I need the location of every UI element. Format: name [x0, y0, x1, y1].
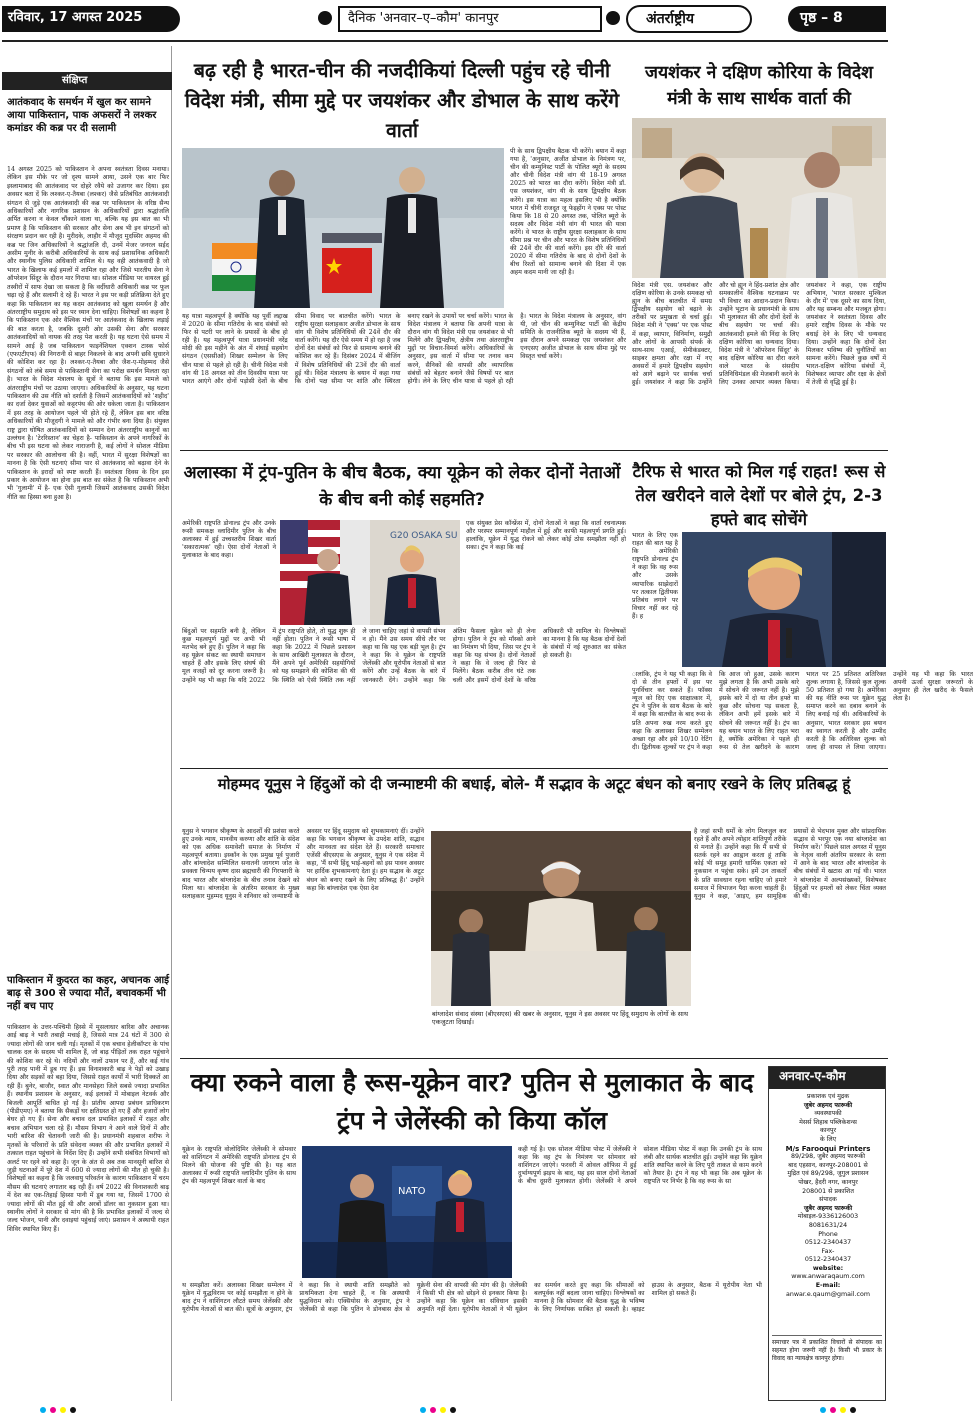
registration-mark — [420, 1407, 426, 1413]
masthead-paper: दैनिक 'अनवार–ए–कौम' कानपुर — [348, 11, 499, 26]
article2-headline: जयशंकर ने दक्षिण कोरिया के विदेश मंत्री के साथ सार्थक वार्ता की — [644, 63, 874, 109]
imprint-line: website: — [812, 1264, 844, 1272]
masthead-paper-band — [338, 6, 602, 32]
registration-mark — [440, 1407, 446, 1413]
imprint-line: के लिए — [819, 1135, 837, 1143]
sidebar-story2-headline: पाकिस्तान में कुदरत का कहर, अचानक आई बाढ़ से 300 से ज्यादा मौतें, बचावकर्मी भी नहीं बच पाए — [7, 975, 170, 1012]
imprint-line: 89/298, जुबैर अहमद फारूकी — [790, 1153, 866, 1161]
imprint-line: बाद एहसान, कानपुर-208001 से — [788, 1161, 868, 1169]
jaishankar-wangyi-photo — [182, 148, 504, 308]
masthead-section: अंतर्राष्ट्रीय — [646, 11, 694, 27]
imprint-line: व्यवस्थापकी — [814, 1110, 842, 1118]
masthead-section-band — [626, 5, 752, 33]
registration-mark — [40, 1407, 46, 1413]
imprint-line: Fax- — [821, 1247, 835, 1255]
masthead-page-band — [788, 6, 886, 32]
article2-photo — [632, 118, 886, 278]
imprint-box — [768, 1066, 886, 1401]
article6-headline: क्या रुकने वाला है रूस-यूक्रेन वार? पुतिन से मुलाकात के बाद ट्रंप ने जेलेंस्की को किया कॉल — [190, 1068, 754, 1135]
imprint-line: E-mail: — [815, 1282, 841, 1290]
article6-photo-caption: NATO — [398, 1186, 426, 1197]
article4-body-cols: ालांकि, ट्रंप ने यह भी कहा कि वे दो से तीन हफ्तों में इस पर पुनर्विचार कर सकते हैं। फॉक्स न्यूज को दिए एक साक्षात्कार में, ट्रंप ने पुतिन के साथ बैठक के बारे में कहा कि बातचीत के बाद रूस के प्रति अपना रुख नरम करते हुए कहा कि अलास्का शिखर सम्मेलन अच्छा रहा और इसे 10/10 रेटिंग दी। द्वितीयक शुल्कों पर ट्रंप ने कहा कि आज जो हुआ, उसके कारण मुझे लगता है कि अभी उसके बारे में सोचने की जरूरत नहीं है। मुझे इसके बारे में दो या तीन हफ्ते या कुछ और सोचना पड़ सकता है, लेकिन अभी हमें इसके बारे में सोचने की जरूरत नहीं है। ट्रंप का यह बयान भारत के लिए राहत भरा है, क्योंकि अमेरिका ने पहले ही रूस से तेल खरीदने के कारण भारत पर 25 प्रतिशत अतिरिक्त शुल्क लगाया है, जिससे कुल शुल्क 50 प्रतिशत हो गया है। अमेरिका की यह नीति रूस पर यूक्रेन युद्ध समाप्त करने का दबाव बनाने के लिए बनाई गई थी। अधिकारियों के अनुसार, भारत सरकार इस बयान का स्वागत करती है और उम्मीद करती है कि अतिरिक्त शुल्क को जल्द ही वापस ले लिया जाएगा। उन्होंने यह भी कहा कि भारत अपनी ऊर्जा सुरक्षा जरूरतों के अनुसार ही तेल खरीद के फैसले लेता है। — [632, 671, 973, 751]
article2-body: विदेश मंत्री एस. जयशंकर और दक्षिण कोरिया के उनके समकक्ष चो ह्यून के बीच बातचीत में समग्र द्विपक्षीय सहयोग को बढ़ाने के तरीकों पर प्रमुखता से चर्चा हुई। विदेश मंत्री ने 'एक्स' पर एक पोस्ट में कहा, व्यापार, विनिर्माण, समुद्री और लोगों के आपसी संपर्क के साथ-साथ एआई, सेमीकंडक्टर, साइबर क्षमता और रक्षा में नए अवसरों में हमारे द्विपक्षीय सहयोग को आगे बढ़ाने पर सार्थक चर्चा हुई। जयशंकर ने कहा कि उन्होंने और चो ह्यून ने हिंद-प्रशांत क्षेत्र और समकालीन वैश्विक घटनाक्रम पर भी विचार का आदान-प्रदान किया। उन्होंने भूटान के प्रधानमंत्री के साथ भी मुलाकात की और दोनों देशों के बीच सहयोग पर चर्चा की। आतंकवादी हमले की निंदा के लिए दक्षिण कोरिया का धन्यवाद दिया। विदेश मंत्री ने 'ऑपरेशन सिंदूर' के बाद दक्षिण कोरिया का दौरा करने वाले भारत के संसदीय प्रतिनिधिमंडल की मेजबानी करने के लिए उनका आभार व्यक्त किया। जयशंकर ने कहा, एक राष्ट्रीय अभियान, 'भारत सरकार मुश्किल के दौर में' एक दूसरे का साथ दिया, और यह सम्बन्ध और मजबूत होगा। जयशंकर ने स्वतंत्रता दिवस और हमारे राष्ट्रीय दिवस के मौके पर बधाई देने के लिए भी धन्यवाद दिया। उन्होंने कहा कि दोनों देश मिलकर भविष्य की चुनौतियों का सामना करेंगे। पिछले कुछ वर्षों में भारत-दक्षिण कोरिया संबंधों में, विशेषकर व्यापार और रक्षा के क्षेत्रों में तेजी से वृद्धि हुई है। — [632, 282, 886, 387]
article6-body-side: कही गई है। एक सोशल मीडिया पोस्ट में जेलेंस्की ने कहा कि वह ट्रंप के निमंत्रण पर सोमवार को वाशिंगटन जाएंगे। फरवरी में ओवल ऑफिस में हुई दुर्भाग्यपूर्ण झड़प के बाद, यह इस साल दोनों नेताओं के बीच दूसरी मुलाकात होगी। जेलेंस्की ने अपने सोशल मीडिया पोस्ट में कहा कि उनकी ट्रंप के साथ लंबी और सार्थक बातचीत हुई। उन्होंने कहा कि यूक्रेन शांति स्थापित करने के लिए पूरी ताकत से काम करने को तैयार है। ट्रंप ने यह भी कहा कि अब यूक्रेन के राष्ट्रपति पर निर्भर है कि वह रूस के सा — [518, 1146, 762, 1186]
article3-body-lead: अमेरिकी राष्ट्रपति डोनाल्ड ट्रंप और उनके रूसी समकक्ष व्लादिमीर पुतिन के बीच अलास्का में हुई उच्चस्तरीय शिखर वार्ता 'सकारात्मक' रही। ऐसा दोनों नेताओं ने मुलाकात के बाद कहा। — [182, 520, 276, 560]
sidebar-story1-body: 14 अगस्त 2025 को पाकिस्तान ने अपना स्वतंत्रता दिवस मनाया। लेकिन इस मौके पर जो दृश्य सामने आया, उसने एक बार फिर इस्लामाबाद की आतंकवाद पर दोहरे रवैये को उजागर कर दिया। इस अवसर बता दें कि लश्कर-ए-तैयबा (लश्कर) जैसे प्रतिबंधित आतंकवादी संगठन से जुड़े एक आतंकवादी की कब्र पर पाकिस्तान के वरिष्ठ सैन्य अधिकारियों और नागरिक प्रशासन के अधिकारियों द्वारा श्रद्धांजलि अर्पित करना न केवल चौंकाने वाला था, बल्कि यह इस बात का भी प्रमाण है कि पाकिस्तान की सरकार और सेना अब भी इन संगठनों को संरक्षण प्रदान कर रही है। मुरीदके, लाहौर में मौजूद मुदस्सिर अहमद की कब्र पर जिन अधिकारियों ने श्रद्धांजलि दी, उनमें मेजर जनरल सईद असीम मुनीर के करीबी अधिकारियों के साथ कई प्रशासनिक अधिकारी और स्थानीय पुलिस अधिकारी शामिल थे। यह वही आतंकवादी है जो भारत के खिलाफ कई हमलों में शामिल रहा और जिसे भारतीय सेना ने ऑपरेशन सिंदूर के दौरान मार गिराया था। सोशल मीडिया पर वायरल हुई तस्वीरों में साफ देखा जा सकता है कि वर्दीधारी अधिकारी कब्र पर फूल चढ़ा रहे हैं और सलामी दे रहे हैं। भारत ने इस पर कड़ी प्रतिक्रिया देते हुए कहा कि पाकिस्तान का यह कदम आतंकवाद को खुला समर्थन है और अंतरराष्ट्रीय समुदाय को इस पर ध्यान देना चाहिए। विशेषज्ञों का कहना है कि पाकिस्तान एक ओर वैश्विक मंचों पर आतंकवाद के खिलाफ लड़ाई की बात करता है, जबकि दूसरी ओर उसकी सेना और सरकार आतंकवादियों को नायक की तरह पेश करती है। यह घटना ऐसे समय में सामने आई है जब पाकिस्तान फाइनेंशियल एक्शन टास्क फोर्स (एफएटीएफ) की निगरानी से बाहर निकलने के बाद अपनी छवि सुधारने की कोशिश कर रहा है। लश्कर-ए-तैयबा और जैश-ए-मोहम्मद जैसे संगठनों को लंबे समय से पाकिस्तानी सेना का परोक्ष समर्थन मिलता रहा है। भारत के विदेश मंत्रालय के सूत्रों ने बताया कि इस मामले को अंतरराष्ट्रीय मंचों पर उठाया जाएगा। अधिकारियों के अनुसार, यह घटना पाकिस्तान की उस नीति को दर्शाती है जिसमें आतंकवादियों को 'शहीद' का दर्जा देकर युवाओं को कट्टरपंथ की ओर धकेला जाता है। पाकिस्तान में इस तरह के आयोजन पहले भी होते रहे हैं, लेकिन इस बार वरिष्ठ अधिकारियों की मौजूदगी ने मामले को और गंभीर बना दिया है। संयुक्त राष्ट्र द्वारा घोषित आतंकवादियों को सम्मान देना अंतरराष्ट्रीय कानूनों का उल्लंघन है। 'टेररिस्तान' का चेहरा है- पाकिस्तान के अपने नागरिकों के बीच भी इस घटना को लेकर नाराजगी है, कई लोगों ने सोशल मीडिया पर सरकार की आलोचना की है। वहीं, भारत में सुरक्षा विशेषज्ञों का मानना है कि ऐसी घटनाएं सीमा पार से आतंकवाद को बढ़ावा देने के पाकिस्तान के इरादों को स्पष्ट करती हैं। स्वतंत्रता दिवस के दिन इस प्रकार के आयोजन का होना इस बात का संकेत है कि पाकिस्तान अभी भी 'गुलामी' में है- एक ऐसी गुलामी जिसमें आतंकवाद उसकी विदेश नीति का हिस्सा बना हुआ है। — [7, 166, 169, 501]
imprint-line: मोबाइल-9336126003 — [797, 1213, 859, 1221]
divider — [180, 450, 888, 451]
registration-mark — [50, 1407, 56, 1413]
imprint-title: अनवार-ए-कौम — [779, 1069, 846, 1083]
bullet-icon — [318, 11, 332, 25]
registration-mark — [70, 1407, 76, 1413]
imprint-line: पोखर, हैदरी नगर, कानपुर — [798, 1178, 858, 1186]
masthead-date-band — [2, 6, 180, 32]
registration-mark — [830, 1407, 836, 1413]
bullet-icon — [606, 11, 620, 25]
article5-photo-caption: बांग्लादेश संवाद संस्था (बीएसएस) की खबर के अनुसार, यूनुस ने इस अवसर पर हिंदू समुदाय के लोगों के साथ एकजुटता दिखाई। — [430, 1008, 690, 1048]
article6-body — [182, 1146, 762, 1401]
imprint-line: Phone — [818, 1230, 838, 1238]
article1-body: यह यात्रा महत्वपूर्ण है क्योंकि यह पूर्वी लद्दाख में 2020 के सीमा गतिरोध के बाद संबंधों को फिर से पटरी पर लाने के प्रयासों के बीच हो रही है। यह महत्वपूर्ण यात्रा प्रधानमंत्री नरेंद्र मोदी की इस महीने के अंत में शंघाई सहयोग संगठन (एससीओ) शिखर सम्मेलन के लिए चीन यात्रा से पहले हो रही है। चीनी विदेश मंत्री वांग यी 18 अगस्त को तीन दिवसीय यात्रा पर भारत आएंगे और दोनों पड़ोसी देशों के बीच सीमा विवाद पर बातचीत करेंगे। भारत के राष्ट्रीय सुरक्षा सलाहकार अजीत डोभाल के साथ वांग यी विशेष प्रतिनिधियों की 24वें दौर की वार्ता करेंगे। यह दौर ऐसे समय में हो रहा है जब दोनों देश संबंधों को फिर से सामान्य बनाने की कोशिश कर रहे हैं। दिसंबर 2024 में बीजिंग में विशेष प्रतिनिधियों की 23वें दौर की वार्ता हुई थी। विदेश मंत्रालय के बयान में कहा गया कि दोनों पक्ष सीमा पर शांति और स्थिरता बनाए रखने के उपायों पर चर्चा करेंगे। भारत के विदेश मंत्रालय ने बताया कि अपनी यात्रा के दौरान वांग यी विदेश मंत्री एस जयशंकर से भी मिलेंगे और द्विपक्षीय, क्षेत्रीय तथा अंतरराष्ट्रीय मुद्दों पर विचार-विमर्श करेंगे। अधिकारियों के अनुसार, इस वार्ता में सीमा पर तनाव कम करने, सैनिकों की वापसी और व्यापारिक संबंधों को बेहतर बनाने जैसे विषयों पर बात होगी। लेने के लिए चीन यात्रा से पहले हो रही है। भारत के विदेश मंत्रालय के अनुसार, वांग यी, जो चीन की कम्युनिस्ट पार्टी की केंद्रीय समिति के राजनीतिक ब्यूरो के सदस्य भी हैं, इस दौरान अपने समकक्ष एस जयशंकर और एनएसए अजीत डोभाल के साथ सीमा मुद्दे पर विस्तृत चर्चा करेंगे। — [182, 313, 626, 385]
sidebar-tag-label: संक्षिप्त — [62, 75, 88, 86]
registration-mark — [60, 1407, 66, 1413]
imprint-line: www.anwaraqaum.com — [791, 1273, 865, 1281]
article6-body-cols: थ समझौता करें। अलास्का शिखर सम्मेलन में यूक्रेन में युद्धविराम पर कोई समझौता न होने के बाद ट्रंप ने वाशिंगटन लौटते समय जेलेंस्की और यूरोपीय नेताओं से बात की। सूत्रों के अनुसार, ट्रंप ने कहा कि वे स्थायी शांति समझौते को प्राथमिकता देना चाहते हैं, न कि अस्थायी युद्धविराम को। एक्सियोस के अनुसार, ट्रंप ने जेलेंस्की से कहा कि पुतिन ने डोनबास क्षेत्र से यूक्रेनी सेना की वापसी की मांग की है। जेलेंस्की ने किसी भी क्षेत्र को छोड़ने से इनकार किया है। उन्होंने कहा कि यूक्रेन का संविधान इसकी अनुमति नहीं देता। यूरोपीय नेताओं ने भी यूक्रेन का समर्थन करते हुए कहा कि सीमाओं को बलपूर्वक नहीं बदला जाना चाहिए। विश्लेषकों का मानना है कि सोमवार की बैठक युद्ध के भविष्य के लिए निर्णायक साबित हो सकती है। व्हाइट हाउस के अनुसार, बैठक में यूरोपीय नेता भी शामिल हो सकते हैं। — [182, 1282, 762, 1314]
sidebar-story1-headline: आतंकवाद के समर्थन में खुल कर सामने आया पाकिस्तान, पाक अफसरों ने लश्कर कमांडर की कब्र पर दी सलामी — [7, 97, 157, 134]
registration-mark — [430, 1407, 436, 1413]
article1-body-right: पी के साथ द्विपक्षीय बैठक भी करेंगे। बयान में कहा गया है, 'अनुसार, अजीत डोभाल के निमंत्रण पर, चीन की कम्युनिस्ट पार्टी के पोलित ब्यूरो के सदस्य और चीनी विदेश मंत्री वांग यी 18-19 अगस्त 2025 को भारत का दौरा करेंगे। विदेश मंत्री डॉ. एस जयशंकर, वांग यी के साथ द्विपक्षीय बैठक करेंगे। इस यात्रा का महत्व इसलिए भी है क्योंकि भारत में चीनी राजदूत जू फेइहोंग ने एक्स पर पोस्ट किया कि 18 से 20 अगस्त तक, पोलित ब्यूरो के सदस्य और विदेश मंत्री वांग यी भारत की यात्रा करेंगे। वे भारत के राष्ट्रीय सुरक्षा सलाहकार के साथ सीमा प्रश्न पर चीन और भारत के विशेष प्रतिनिधियों की 24वें दौर की वार्ता करेंगे। इस दौरे की वार्ता 2020 में सीमा गतिरोध के बाद से दोनों देशों के बीच रिश्तों को सामान्य बनाने की दिशा में एक अहम कदम मानी जा रही है। — [510, 148, 626, 277]
imprint-line: M/s Farooqui Printers — [785, 1144, 871, 1153]
masthead — [0, 0, 890, 38]
article5-body-left: यूनुस ने भगवान श्रीकृष्ण के आदर्शों की प्रशंसा करते हुए उनके न्याय, मानवीय करुणा और शांति के संदेश को एक अधिक समावेशी समाज के निर्माण में महत्वपूर्ण बताया। इस्कॉन के एक प्रमुख पूर्व पुजारी और बांग्लादेश सम्मिलित सनातनी जागरण जोत के प्रवक्ता चिन्मय कृष्ण दास ब्रह्मचारी की गिरफ्तारी के बाद भारत और बांग्लादेश के बीच तनाव देखने को मिला था। बांग्लादेश के अंतरिम सरकार के मुख्य सलाहकार मुहम्मद यूनुस ने शनिवार को जन्माष्टमी के अवसर पर हिंदू समुदाय को शुभकामनाएं दीं। उन्होंने कहा कि भगवान श्रीकृष्ण के उपदेश शांति, सद्भाव और मानवता का संदेश देते हैं। सरकारी समाचार एजेंसी बीएसएस के अनुसार, यूनुस ने एक संदेश में कहा, 'मैं सभी हिंदू भाई-बहनों को इस पावन अवसर पर हार्दिक शुभकामनाएं देता हूं। हम सद्भाव के अटूट बंधन को बनाए रखने के लिए प्रतिबद्ध हैं।' उन्होंने कहा कि बांग्लादेश एक ऐसा देश — [182, 828, 424, 900]
article1-photo — [182, 148, 504, 308]
article3-body — [182, 520, 626, 762]
imprint-line: 208001 से प्रकाशित — [802, 1187, 854, 1195]
article4-headline: टैरिफ से भारत को मिल गई राहत! रूस से तेल खरीदने वाले देशों पर बोले ट्रंप, 2-3 हफ्ते बाद सोचेंगे — [632, 462, 886, 529]
yunus-photo — [431, 831, 691, 1006]
imprint-lines — [772, 1093, 884, 1299]
footer-color-bar — [0, 1405, 890, 1415]
article3-body-side: एक संयुक्त प्रेस कॉन्फ्रेंस में, दोनों नेताओं ने कहा कि वार्ता रचनात्मक और परस्पर सम्मानपूर्ण माहौल में हुई और काफी महत्वपूर्ण प्रगति हुई। हालांकि, यूक्रेन में युद्ध रोकने को लेकर कोई ठोस समझौता नहीं हो सका। ट्रंप ने कहा कि कई — [466, 520, 626, 552]
article4-body-lead: भारत के लिए एक राहत की बात यह है कि अमेरिकी राष्ट्रपति डोनाल्ड ट्रंप ने कहा कि वह रूस और उसके व्यापारिक साझेदारों पर तत्काल द्वितीयक प्रतिबंध लगाने पर विचार नहीं कर रहे हैं। ह — [632, 532, 678, 620]
article3-photo-caption: G20 OSAKA SU — [390, 531, 458, 541]
article6-body-lead: यूक्रेन के राष्ट्रपति वोलोदिमिर जेलेंस्की ने सोमवार को वाशिंगटन में अमेरिकी राष्ट्रपति डोनाल्ड ट्रंप से मिलने की योजना की पुष्टि की है। यह बात अलास्का में रूसी राष्ट्रपति व्लादिमीर पुतिन के साथ ट्रंप की महत्वपूर्ण शिखर वार्ता के बाद — [182, 1146, 296, 1186]
article5-photo — [430, 830, 690, 1005]
masthead-date: रविवार, 17 अगस्त 2025 — [8, 10, 143, 25]
imprint-line: 0512-2340437 — [804, 1239, 852, 1247]
divider — [180, 1058, 888, 1059]
imprint-line: जुबेर अहमद फारूकी — [803, 1101, 853, 1109]
jaishankar-cho-photo — [632, 118, 886, 278]
imprint-line: 0512-2340437 — [804, 1256, 852, 1264]
masthead-divider — [2, 40, 888, 42]
article4-body — [632, 532, 973, 762]
imprint-line: anwar.e.qaum@gmail.com — [786, 1290, 870, 1298]
registration-mark — [450, 1407, 456, 1413]
imprint-line: प्रकाशक एवं मुद्रक — [806, 1093, 850, 1100]
sidebar-story2-body: पाकिस्तान के उत्तर-पश्चिमी हिस्से में मूसलाधार बारिश और अचानक आई बाढ़ ने भारी तबाही मचाई है, जिससे मात्र 24 घंटों में 300 से ज्यादा लोगों की जान चली गई। मृतकों में एक बचाव हेलीकॉप्टर के पांच चालक दल के सदस्य भी शामिल हैं, जो बाढ़ पीड़ितों तक राहत पहुंचाने की कोशिश कर रहे थे। नदियों और नालों उफान पर हैं, और कई गांव पूरी तरह पानी में डूब गए हैं। इस विनाशकारी बाढ़ ने पेड़ों को उखाड़ दिया और सड़कों को बहा दिया, जिससे राहत कार्यों में भारी दिक्कतें आ रही हैं। बुनेर, बाजौर, स्वात और मानसेहरा जिले सबसे ज्यादा प्रभावित हैं। स्थानीय प्रशासन के अनुसार, कई इलाकों में मोबाइल नेटवर्क और बिजली आपूर्ति बाधित हो गई है। प्रांतीय आपदा प्रबंधन प्राधिकरण (पीडीएमए) ने बताया कि सैकड़ों घर क्षतिग्रस्त हो गए हैं और हजारों लोग बेघर हो गए हैं। सेना और बचाव दल प्रभावित इलाकों में राहत और बचाव अभियान चला रहे हैं। मौसम विभाग ने आने वाले दिनों में और भारी बारिश की चेतावनी जारी की है। प्रधानमंत्री शहबाज शरीफ ने मृतकों के परिवारों के प्रति संवेदना व्यक्त की और प्रभावित इलाकों में तत्काल राहत पहुंचाने के निर्देश दिए हैं। उन्होंने सभी संबंधित विभागों को अलर्ट पर रहने को कहा है। जून के अंत से अब तक मानसूनी बारिश से जुड़ी घटनाओं में पूरे देश में 600 से ज्यादा लोगों की मौत हो चुकी है। विशेषज्ञों का कहना है कि जलवायु परिवर्तन के कारण पाकिस्तान में चरम मौसम की घटनाएं लगातार बढ़ रही हैं। वर्ष 2022 की विनाशकारी बाढ़ में देश का एक-तिहाई हिस्सा पानी में डूब गया था, जिसमें 1700 से ज्यादा लोगों की मौत हुई थी और अरबों डॉलर का नुकसान हुआ था। स्थानीय लोगों ने सरकार से मांग की है कि प्रभावित इलाकों में जल्द से जल्द भोजन, पानी और दवाइयां पहुंचाई जाएं। प्रशासन ने अस्थायी राहत शिविर स्थापित किए हैं। — [7, 1024, 169, 1233]
masthead-page: पृष्ठ – 8 — [800, 10, 843, 26]
sidebar — [2, 46, 172, 1401]
article1-headline: बढ़ रही है भारत-चीन की नजदीकियां दिल्ली पहुंच रहे चीनी विदेश मंत्री, सीमा मुद्दे पर जयशंकर और डोभाल के साथ करेंगे वार्ता — [184, 59, 620, 142]
sidebar-tag — [2, 72, 172, 90]
imprint-note: समाचार पत्र में प्रकाशित विचारों से संपादक का सहमत होना जरूरी नहीं है। किसी भी प्रकार के विवाद का न्यायक्षेत्र कानपुर होगा। — [772, 1335, 882, 1363]
article5-body-right: है जहां सभी धर्मों के लोग मिलजुल कर रहते हैं और अपने त्योहार शांतिपूर्ण तरीके से मनाते हैं। उन्होंने कहा कि मैं सभी से सतर्क रहने का आह्वान करता हूं ताकि कोई भी समूह हमारी धार्मिक एकता को नुकसान न पहुंचा सके। हमें उन ताकतों के प्रति सावधान रहना चाहिए जो हमारे समाज में विभाजन पैदा करना चाहती हैं। यूनुस ने कहा, 'आइए, हम सामूहिक प्रयासों से भेदभाव मुक्त और सांप्रदायिक सद्भाव से भरपूर एक नया बांग्लादेश का निर्माण करें।' पिछले साल अगस्त में यूनुस के नेतृत्व वाली अंतरिम सरकार के सत्ता में आने के बाद भारत और बांग्लादेश के बीच संबंधों में खटास आ गई थी। भारत ने बांग्लादेश में अल्पसंख्यकों, विशेषकर हिंदुओं पर हमलों को लेकर चिंता व्यक्त की थी। — [694, 828, 886, 900]
imprint-title-band — [769, 1067, 885, 1089]
imprint-line: मुद्रित एवं 89/298, जुगुल प्रशासन — [787, 1170, 869, 1178]
imprint-line: जुबैर अहमद फारूकी — [803, 1204, 853, 1212]
registration-mark — [840, 1407, 846, 1413]
article5-headline: मोहम्मद यूनुस ने हिंदुओं को दी जन्माष्टमी की बधाई, बोले- मैं सद्भाव के अटूट बंधन को बनाए रखने के लिए प्रतिबद्ध हूं — [217, 776, 851, 793]
article3-headline: अलास्का में ट्रंप-पुतिन के बीच बैठक, क्या यूक्रेन को लेकर दोनों नेताओं के बीच बनी कोई सहमति? — [183, 463, 621, 510]
registration-mark — [850, 1407, 856, 1413]
imprint-line: मेसर्स शिहाब पब्लिकेशन्स — [799, 1118, 857, 1126]
imprint-line: 8081631/24 — [808, 1221, 848, 1229]
registration-mark — [820, 1407, 826, 1413]
divider — [180, 768, 888, 769]
imprint-line: संपादक — [819, 1196, 837, 1204]
article3-body-cols: बिंदुओं पर सहमति बनी है, लेकिन कुछ महत्वपूर्ण मुद्दों पर अभी भी मतभेद बने हुए हैं। पुतिन ने कहा कि वह यूक्रेन संकट का स्थायी समाधान चाहते हैं और इसके लिए संघर्ष की मूल वजहों को दूर करना जरूरी है। उन्होंने यह भी कहा कि यदि 2022 में ट्रंप राष्ट्रपति होते, तो युद्ध शुरू ही नहीं होता। पुतिन ने रूसी भाषा में कहा कि 2022 में पिछले प्रशासन के साथ आखिरी मुलाकात के दौरान, मैंने अपने पूर्व अमेरिकी सहयोगियों को यह समझाने की कोशिश की थी कि स्थिति को ऐसी स्थिति तक नहीं ले जाना चाहिए जहां से वापसी संभव न हो। मैंने उस समय सीधे तौर पर कहा था कि यह एक बड़ी भूल है। ट्रंप ने कहा कि वे यूक्रेन के राष्ट्रपति जेलेंस्की और यूरोपीय नेताओं से बात करेंगे और उन्हें बैठक के बारे में जानकारी देंगे। उन्होंने कहा कि अंतिम फैसला यूक्रेन को ही लेना होगा। पुतिन ने ट्रंप को मॉस्को आने का निमंत्रण भी दिया, जिस पर ट्रंप ने कहा कि यह संभव है। दोनों नेताओं ने कहा कि वे जल्द ही फिर से मिलेंगे। बैठक करीब तीन घंटे तक चली और इसमें दोनों देशों के वरिष्ठ अधिकारी भी शामिल थे। विश्लेषकों का मानना है कि यह बैठक दोनों देशों के संबंधों में नई शुरुआत का संकेत हो सकती है। — [182, 628, 626, 684]
imprint-line: कानपुर — [819, 1127, 837, 1135]
